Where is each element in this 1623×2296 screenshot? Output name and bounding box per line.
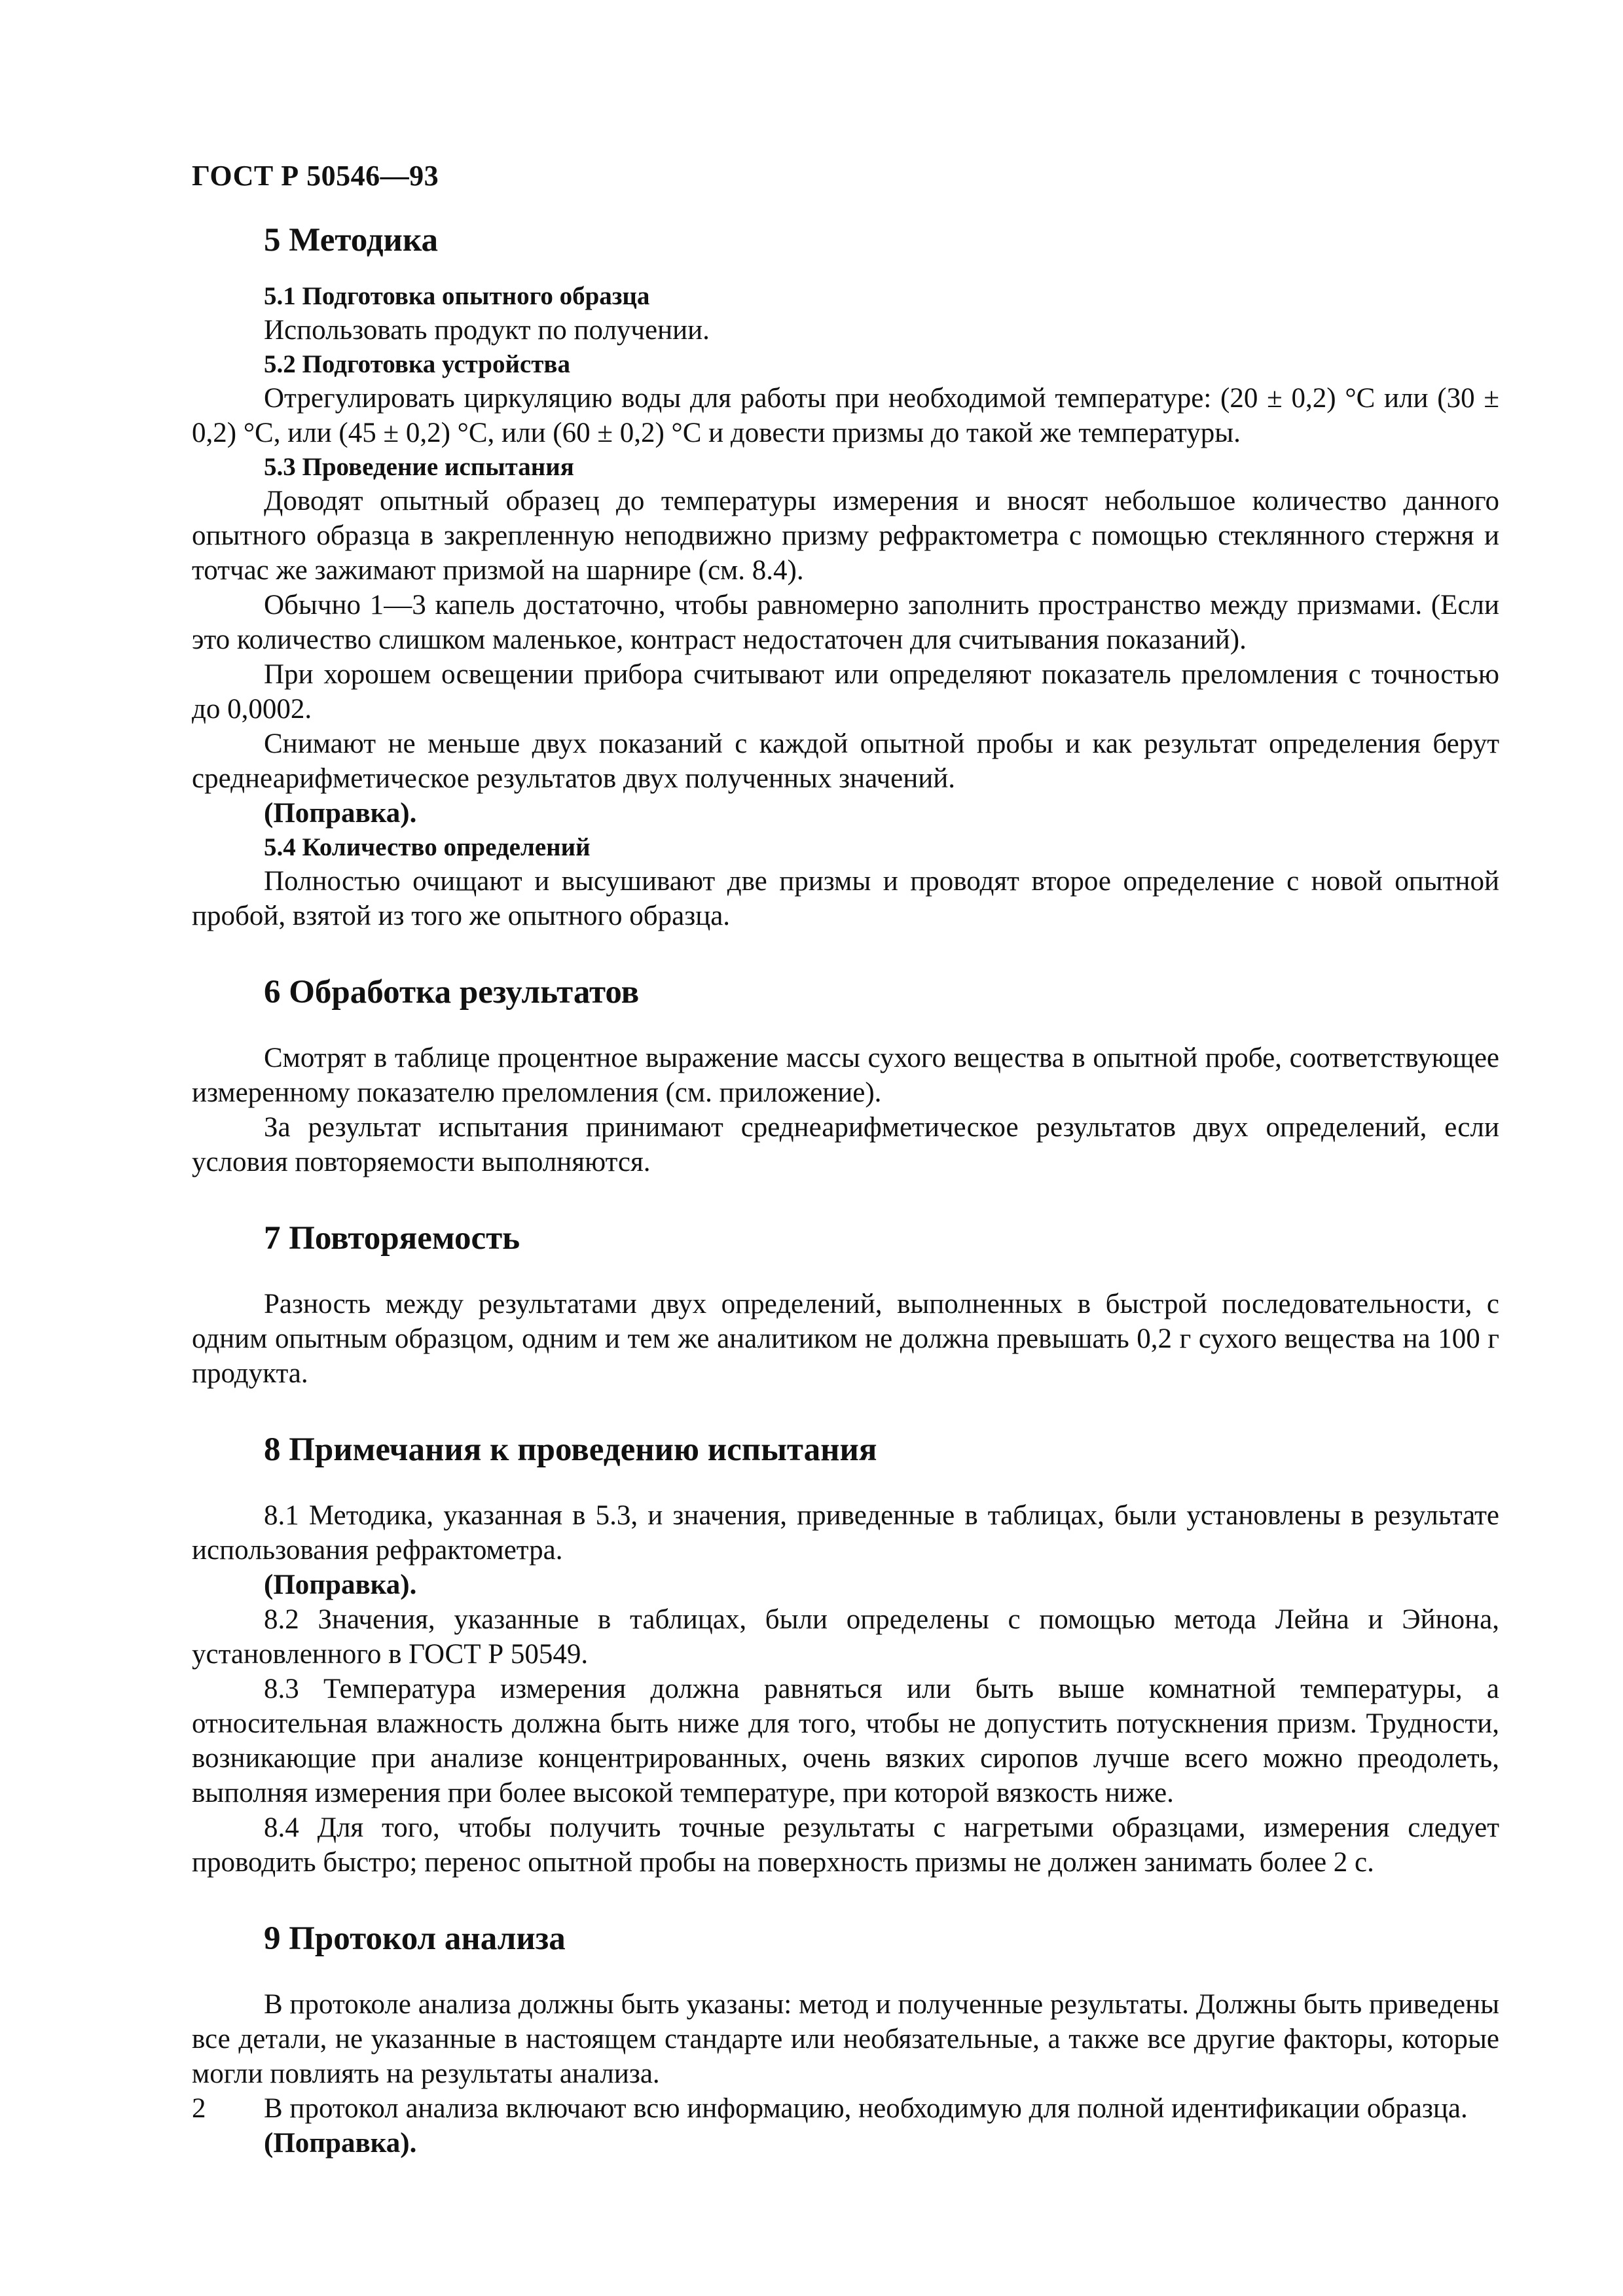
paragraph: В протоколе анализа должны быть указаны: метод и полученные результаты. Должны быть приведены все детали, не указанные в настоящем стандарте или необязательные, а также все другие факторы, которые могли повлиять на результаты анализа.: [192, 1989, 1499, 2089]
paragraph: Отрегулировать циркуляцию воды для работы при необходимой температуре: (20 ± 0,2) °С или (30 ± 0,2) °С, или (45 ± 0,2) °С, или (60 ± 0,2) °С и довести призмы до такой же температуры.: [192, 383, 1499, 448]
amendment-note: (Поправка).: [264, 798, 417, 829]
subsection-heading: 5.4 Количество определений: [264, 833, 591, 861]
section-heading: 8 Примечания к проведению испытания: [264, 1431, 877, 1468]
subsection-heading: 5.3 Проведение испытания: [264, 453, 574, 481]
document-body: [192, 219, 1499, 2161]
subsection-heading: 5.1 Подготовка опытного образца: [264, 282, 650, 310]
paragraph: За результат испытания принимают среднеарифметическое результатов двух определений, если условия повторяемости выполняются.: [192, 1112, 1499, 1177]
paragraph: Обычно 1—3 капель достаточно, чтобы равномерно заполнить пространство между призмами. (Если это количество слишком маленькое, контраст недостаточен для считывания показаний).: [192, 590, 1499, 655]
amendment-note: (Поправка).: [264, 1570, 417, 1600]
section-8: [192, 1429, 1499, 1880]
paragraph: Разность между результатами двух определений, выполненных в быстрой последовательности, с одним опытным образцом, одним и тем же аналитиком не должна превышать 0,2 г сухого вещества на 100 г продукта.: [192, 1289, 1499, 1389]
amendment-note: (Поправка).: [264, 2128, 417, 2159]
paragraph: 8.4 Для того, чтобы получить точные результаты с нагретыми образцами, измерения следует проводить быстро; перенос опытной пробы на поверхность призмы не должен занимать более 2 с.: [192, 1812, 1499, 1878]
paragraph: 8.1 Методика, указанная в 5.3, и значения, приведенные в таблицах, были установлены в результате использования рефрактометра.: [192, 1500, 1499, 1566]
paragraph: Снимают не меньше двух показаний с каждой опытной пробы и как результат определения берут среднеарифметическое результатов двух полученных значений.: [192, 728, 1499, 794]
section-5: [192, 219, 1499, 933]
section-6: [192, 971, 1499, 1179]
paragraph: В протокол анализа включают всю информацию, необходимую для полной идентификации образца.: [264, 2093, 1468, 2124]
paragraph: Полностью очищают и высушивают две призмы и проводят второе определение с новой опытной пробой, взятой из того же опытного образца.: [192, 866, 1499, 931]
paragraph: 8.2 Значения, указанные в таблицах, были определены с помощью метода Лейна и Эйнона, установленного в ГОСТ Р 50549.: [192, 1604, 1499, 1670]
section-heading: 5 Методика: [264, 222, 439, 259]
section-heading: 7 Повторяемость: [264, 1220, 520, 1257]
document-code: ГОСТ Р 50546—93: [192, 160, 439, 192]
section-heading: 6 Обработка результатов: [264, 974, 640, 1011]
section-heading: 9 Протокол анализа: [264, 1920, 566, 1957]
page-number: 2: [192, 2093, 206, 2124]
paragraph: Доводят опытный образец до температуры измерения и вносят небольшое количество данного опытного образца в закрепленную неподвижно призму рефрактометра с помощью стеклянного стержня и тотчас же зажимают призмой на шарнире (см. 8.4).: [192, 486, 1499, 586]
paragraph: 8.3 Температура измерения должна равняться или быть выше комнатной температуры, а относительная влажность должна быть ниже для того, чтобы не допустить потускнения призм. Трудности, возникающие при анализе концентрированных, очень вязких сиропов лучше всего можно преодолеть, выполняя измерения при более высокой температуре, при которой вязкость ниже.: [192, 1674, 1499, 1808]
section-9: [192, 1918, 1499, 2161]
subsection-heading: 5.2 Подготовка устройства: [264, 350, 570, 378]
section-7: [192, 1217, 1499, 1391]
paragraph: Использовать продукт по получении.: [264, 315, 710, 346]
paragraph: Смотрят в таблице процентное выражение массы сухого вещества в опытной пробе, соответствующее измеренному показателю преломления (см. приложение).: [192, 1043, 1499, 1108]
paragraph: При хорошем освещении прибора считывают или определяют показатель преломления с точностью до 0,0002.: [192, 659, 1499, 725]
